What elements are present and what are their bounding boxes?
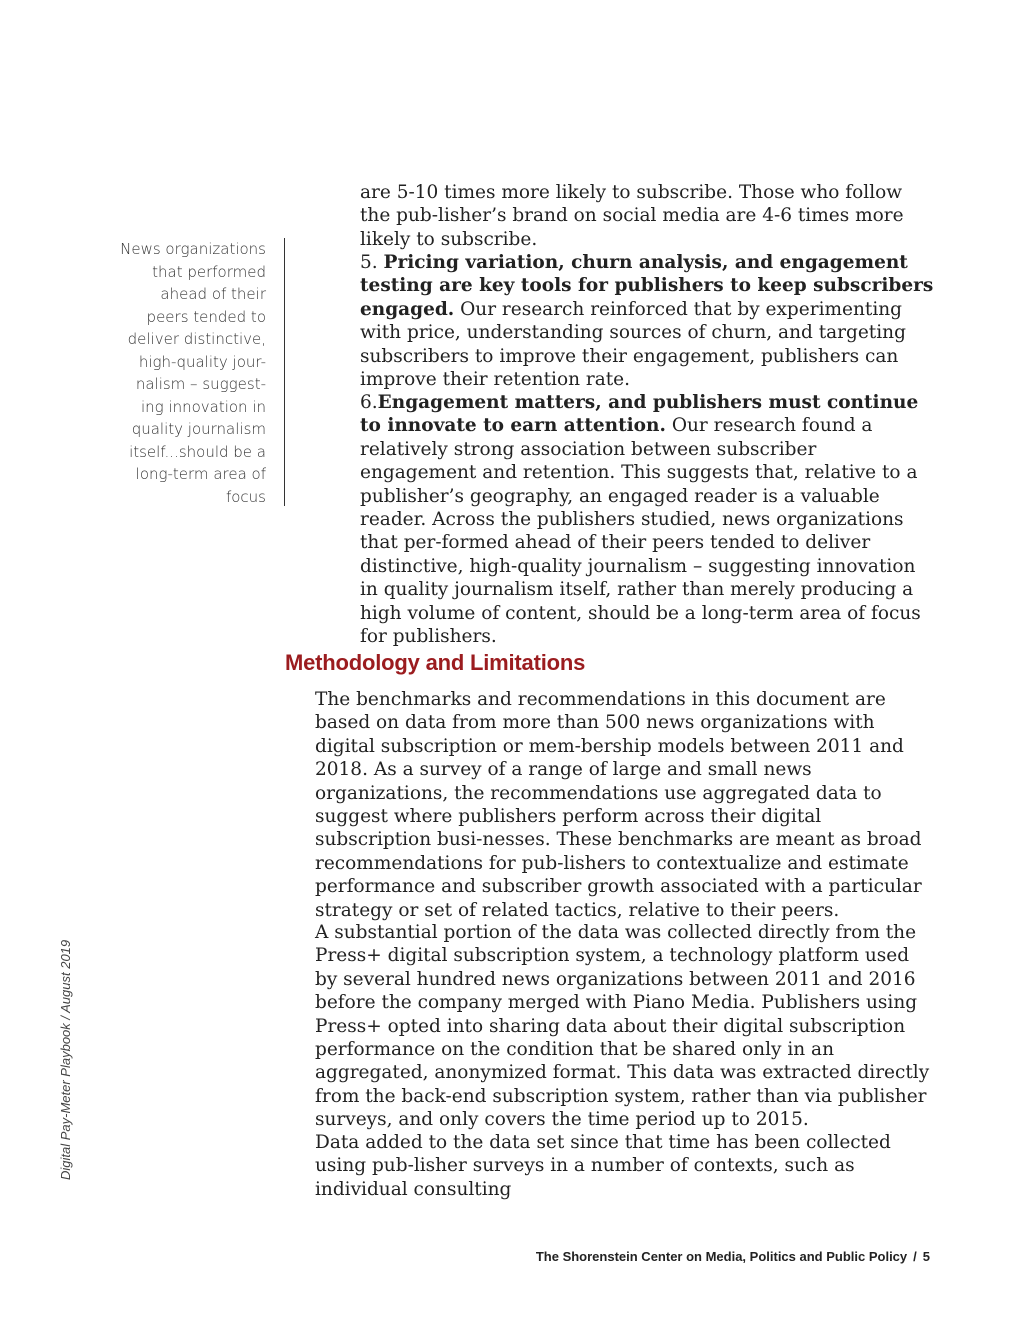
intro-continuation: are 5-10 times more likely to subscribe. Those who follow the pub-lisher’s brand on social media are 4-6 times more likely to subscribe. — [360, 182, 904, 250]
finding-number: 6. — [360, 392, 378, 413]
page-footer — [536, 1249, 930, 1264]
side-running-title: Digital Pay-Meter Playbook / August 2019 — [58, 939, 73, 1180]
methodology-paragraph: A substantial portion of the data was collected directly from the Press+ digital subscription system, a technology platform used by several hundred news organizations between 2011 and 2016 before the company merged with Piano Media. Publishers using Press+ opted into sharing data about their digital subscription performance on the condition that be shared only in an aggregated, anonymized format. This data was extracted directly from the back-end subscription system, rather than via publisher surveys, and only covers the time period up to 2015. — [315, 922, 930, 1131]
finding-number: 5. — [360, 252, 378, 273]
footer-organization: The Shorenstein Center on Media, Politics and Public Policy — [535, 1249, 908, 1264]
section-heading-methodology: Methodology and Limitations — [285, 650, 586, 675]
methodology-paragraph: Data added to the data set since that time has been collected using pub-lisher surveys in a number of contexts, such as individual consulting — [315, 1132, 891, 1200]
methodology-paragraph: The benchmarks and recommendations in this document are based on data from more than 500 news organizations with digital subscription or mem-bership models between 2011 and 2018. As a survey of a range of large and small news organizations, the recommendations use aggregated data to suggest where publishers perform across their digital subscription busi-nesses. These benchmarks are meant as broad recommendations for pub-lishers to contextualize and estimate performance and subscriber growth associated with a particular strategy or set of related tactics, relative to their peers. — [315, 689, 922, 921]
finding-body: Our research found a relatively strong association between subscriber engagement and retention. This suggests that, relative to a publisher’s geography, an engaged reader is a valuable reader. Across the publishers studied, news organizations that per-formed ahead of their peers tended to deliver distinctive, high-quality journalism – suggesting innovation in quality journalism itself, rather than merely producing a high volume of content, should be a long-term area of focus for publishers. — [360, 415, 921, 648]
finding-6 — [360, 391, 935, 648]
finding-bold-lead: Pricing variation, churn analysis, and engagement testing are key tools for publishers to keep subscribers engaged. — [360, 252, 934, 320]
finding-bold-lead: Engagement matters, and publishers must continue to innovate to earn attention. — [360, 392, 919, 437]
finding-body: Our research reinforced that by experimenting with price, understanding sources of churn, and targeting subscribers to improve their engagement, publishers can improve their retention rate. — [360, 298, 906, 391]
footer-separator: / — [913, 1249, 917, 1264]
pull-quote — [120, 238, 285, 506]
finding-5 — [360, 251, 935, 391]
pull-quote-text: News organizations that performed ahead of their peers tended to deliver distinctive, high-quality jour-nalism – suggest-ing innovation in quality journalism itself...should be a long-term area of focus — [120, 240, 266, 506]
page-number: 5 — [922, 1249, 930, 1264]
